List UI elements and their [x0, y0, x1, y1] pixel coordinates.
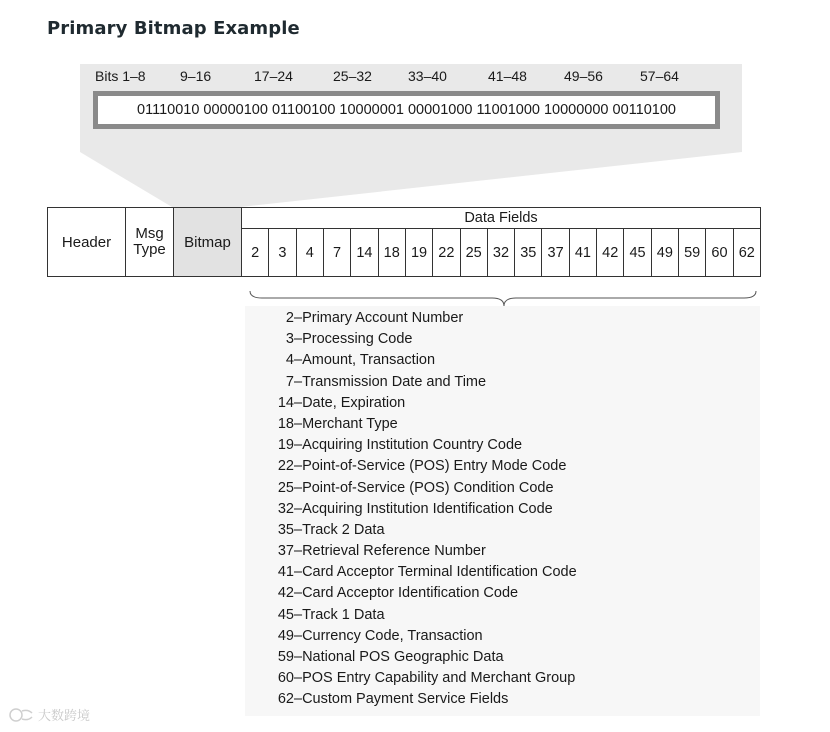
- legend-name: –Processing Code: [294, 331, 413, 348]
- data-field-number: 49: [652, 229, 679, 276]
- data-fields-title: Data Fields: [242, 208, 760, 229]
- legend-item: [245, 456, 577, 477]
- bit-range-label: 9–16: [180, 68, 212, 84]
- legend-name: –Merchant Type: [294, 415, 398, 432]
- data-field-number: 22: [433, 229, 460, 276]
- legend-name: –POS Entry Capability and Merchant Group: [294, 670, 576, 687]
- bit-range-label: 33–40: [408, 68, 447, 84]
- legend-name: –Transmission Date and Time: [294, 373, 487, 390]
- header-cell: [48, 208, 126, 276]
- legend-name: –National POS Geographic Data: [294, 649, 504, 665]
- bit-ranges-row: [80, 66, 742, 88]
- bit-range-label: 41–48: [488, 68, 527, 84]
- watermark: [8, 705, 90, 724]
- data-field-number: 7: [324, 229, 351, 276]
- legend-number: 45: [277, 606, 294, 623]
- legend-item: [245, 350, 577, 371]
- header-label: Header: [61, 233, 112, 251]
- bitmap-value-box: [93, 91, 720, 129]
- legend-item: [245, 329, 577, 350]
- legend-number: 32: [277, 500, 294, 517]
- data-field-number: 37: [542, 229, 569, 276]
- legend-item: [245, 541, 577, 562]
- legend-item: [245, 308, 577, 329]
- data-field-number: 14: [351, 229, 378, 276]
- data-field-numbers: [242, 229, 760, 276]
- bit-range-label: 17–24: [254, 68, 293, 84]
- data-field-number: 3: [269, 229, 296, 276]
- bit-range-label: 49–56: [564, 68, 603, 84]
- data-fields-section: [242, 208, 760, 276]
- legend-number: 7: [285, 373, 294, 390]
- data-field-number: 62: [738, 244, 755, 261]
- legend-number: 42: [277, 585, 294, 602]
- page-title: Primary Bitmap Example: [47, 18, 300, 39]
- bit-range-label: 57–64: [640, 68, 679, 84]
- legend-item: [245, 478, 577, 499]
- legend-name: –Track 2 Data: [294, 521, 385, 538]
- legend-name: –Track 1 Data: [294, 606, 385, 623]
- legend-item: [245, 435, 577, 456]
- legend-name: –Custom Payment Service Fields: [294, 691, 509, 708]
- bitmap-label: Bitmap: [184, 233, 231, 251]
- legend-item: [245, 520, 577, 541]
- legend-name: –Primary Account Number: [294, 310, 464, 326]
- legend-number: 35: [277, 521, 294, 538]
- watermark-logo-icon: [8, 707, 34, 723]
- legend-number: 4: [285, 352, 294, 369]
- legend-number: 62: [277, 691, 294, 708]
- msg-type-label: [133, 226, 166, 258]
- data-field-number: 42: [597, 229, 624, 276]
- legend-item: [245, 689, 577, 710]
- legend-item: [245, 499, 577, 520]
- legend-item: [245, 393, 577, 414]
- legend-item: [245, 668, 577, 689]
- legend-number: 18: [277, 415, 294, 432]
- data-field-number: 25: [461, 229, 488, 276]
- legend-number: 2: [285, 310, 294, 326]
- legend-name: –Point-of-Service (POS) Entry Mode Code: [294, 458, 567, 475]
- message-structure: [47, 207, 761, 277]
- legend-number: 37: [277, 543, 294, 560]
- bit-range-label: Bits 1–8: [95, 68, 146, 84]
- data-field-number: 19: [406, 229, 433, 276]
- legend-item: [245, 605, 577, 626]
- legend-item: [245, 647, 577, 668]
- bit-range-label: 25–32: [333, 68, 372, 84]
- legend-name: –Acquiring Institution Country Code: [294, 437, 523, 454]
- legend-number: 3: [285, 331, 294, 348]
- data-field-number: 35: [515, 229, 542, 276]
- legend-name: –Date, Expiration: [294, 394, 406, 411]
- msg-type-line2: Type: [133, 241, 166, 258]
- msg-type-line1: Msg: [135, 225, 164, 242]
- legend-name: –Card Acceptor Identification Code: [294, 585, 519, 602]
- legend-name: –Card Acceptor Terminal Identification Code: [294, 564, 577, 581]
- field-legend-list: [245, 308, 577, 711]
- data-field-number: 32: [488, 229, 515, 276]
- legend-number: 49: [277, 627, 294, 644]
- bitmap-value: 01110010 00000100 01100100 10000001 00001000 11001000 10000000 00110100: [137, 102, 676, 118]
- legend-number: 19: [277, 437, 294, 454]
- legend-name: –Retrieval Reference Number: [294, 543, 486, 560]
- legend-item: [245, 372, 577, 393]
- legend-number: 25: [277, 479, 294, 496]
- data-field-number: 4: [297, 229, 324, 276]
- legend-item: [245, 583, 577, 604]
- legend-item: [245, 562, 577, 583]
- legend-number: 59: [277, 649, 294, 665]
- msg-type-cell: [126, 208, 174, 276]
- data-field-number: 60: [706, 229, 733, 276]
- data-field-number: 2: [242, 229, 269, 276]
- legend-item: [245, 414, 577, 435]
- watermark-text: 大数跨境: [38, 708, 91, 723]
- legend-number: 41: [277, 564, 294, 581]
- data-field-number: 41: [570, 229, 597, 276]
- legend-name: –Currency Code, Transaction: [294, 627, 483, 644]
- data-field-number: 18: [379, 229, 406, 276]
- legend-name: –Amount, Transaction: [294, 352, 436, 369]
- data-field-number: 59: [679, 229, 706, 276]
- legend-number: 60: [277, 670, 294, 687]
- legend-number: 14: [277, 394, 294, 411]
- data-field-number: 45: [624, 229, 651, 276]
- legend-name: –Point-of-Service (POS) Condition Code: [294, 479, 554, 496]
- legend-item: [245, 626, 577, 647]
- legend-number: 22: [277, 458, 294, 475]
- legend-name: –Acquiring Institution Identification Code: [294, 500, 553, 517]
- bitmap-cell: [174, 208, 242, 276]
